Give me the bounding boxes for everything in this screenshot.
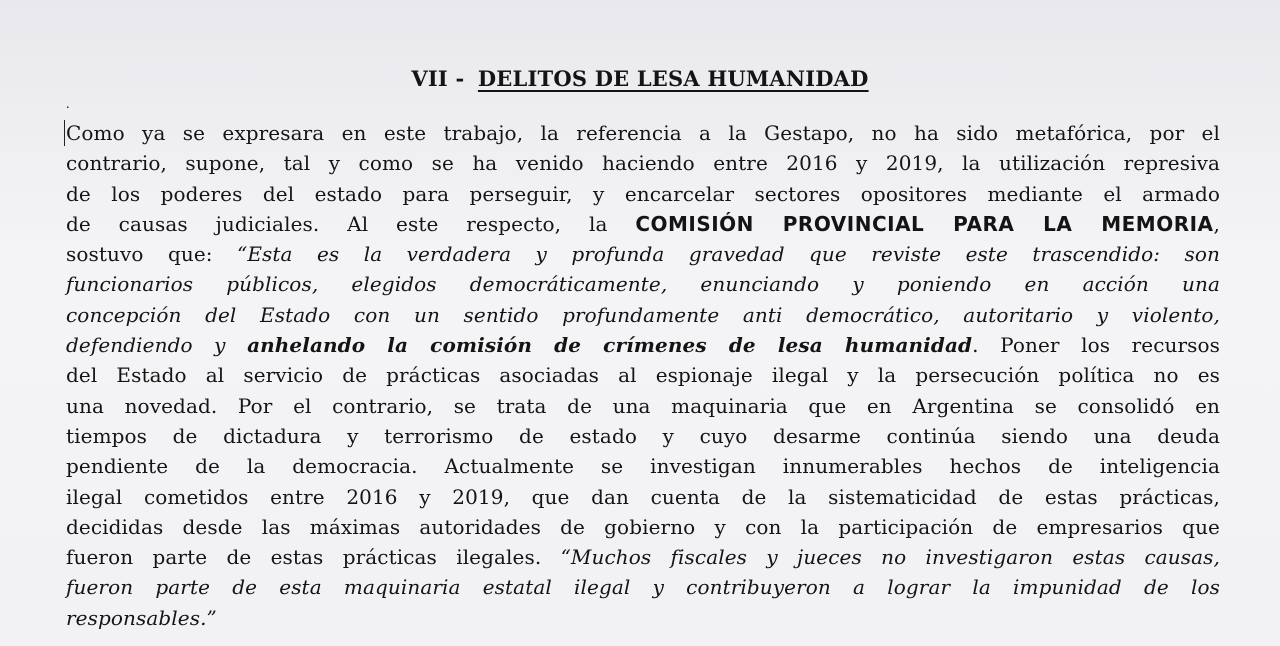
line-text: sostuvo que: <box>66 242 238 267</box>
section-title: DELITOS DE LESA HUMANIDAD <box>477 66 869 91</box>
paragraph-line <box>66 209 1220 239</box>
paragraph-line: decididas desde las máximas autoridades de gobierno y con la participación de empresarios que <box>66 514 1220 539</box>
paragraph-line: tiempos de dictadura y terrorismo de estado y cuyo desarme continúa siendo una deuda <box>66 423 1220 448</box>
paragraph-line: ilegal cometidos entre 2016 y 2019, que dan cuenta de la sistematicidad de estas prácticas, <box>66 484 1220 509</box>
quote-text: “Esta es la verdadera y profunda gravedad que reviste este trascendido: son <box>237 242 1220 267</box>
paragraph-line: de los poderes del estado para perseguir, y encarcelar sectores opositores mediante el armado <box>66 181 1220 206</box>
stray-mark: . <box>66 97 70 112</box>
paragraph-line: fueron parte de esta maquinaria estatal ilegal y contribuyeron a lograr la impunidad de los <box>66 575 1220 600</box>
line-text: , <box>1213 211 1220 236</box>
paragraph-line: Como ya se expresara en este trabajo, la referencia a la Gestapo, no ha sido metafórica, por el <box>66 121 1220 145</box>
section-number: VII - <box>411 66 465 91</box>
body-paragraph <box>66 118 1220 633</box>
paragraph-line: del Estado al servicio de prácticas asociadas al espionaje ilegal y la persecución política no es <box>66 363 1220 388</box>
text-cursor <box>64 120 65 146</box>
paragraph-line <box>66 542 1220 572</box>
paragraph-line <box>66 330 1220 360</box>
paragraph-line: responsables.” <box>66 605 217 630</box>
quote-text: “Muchos fiscales y jueces no investigaron estas causas, <box>560 545 1220 570</box>
paragraph-line: pendiente de la democracia. Actualmente se investigan innumerables hechos de inteligencia <box>66 454 1220 479</box>
quote-text: defendiendo y <box>66 333 248 358</box>
emphasized-quote: anhelando la comisión de crímenes de lesa humanidad <box>247 333 973 358</box>
paragraph-line: concepción del Estado con un sentido profundamente anti democrático, autoritario y violento, <box>66 302 1220 327</box>
line-text: . Poner los recursos <box>972 333 1221 358</box>
paragraph-line <box>66 239 1220 269</box>
organization-name: COMISIÓN PROVINCIAL PARA LA MEMORIA <box>635 211 1214 236</box>
paragraph-line: funcionarios públicos, elegidos democráticamente, enunciando y poniendo en acción una <box>66 272 1220 297</box>
paragraph-line: una novedad. Por el contrario, se trata de una maquinaria que en Argentina se consolidó en <box>66 393 1220 418</box>
section-heading <box>0 66 1280 91</box>
paragraph-line: contrario, supone, tal y como se ha venido haciendo entre 2016 y 2019, la utilización represiva <box>66 151 1220 176</box>
line-text: fueron parte de estas prácticas ilegales. <box>66 545 561 570</box>
line-text: de causas judiciales. Al este respecto, la <box>66 211 636 236</box>
